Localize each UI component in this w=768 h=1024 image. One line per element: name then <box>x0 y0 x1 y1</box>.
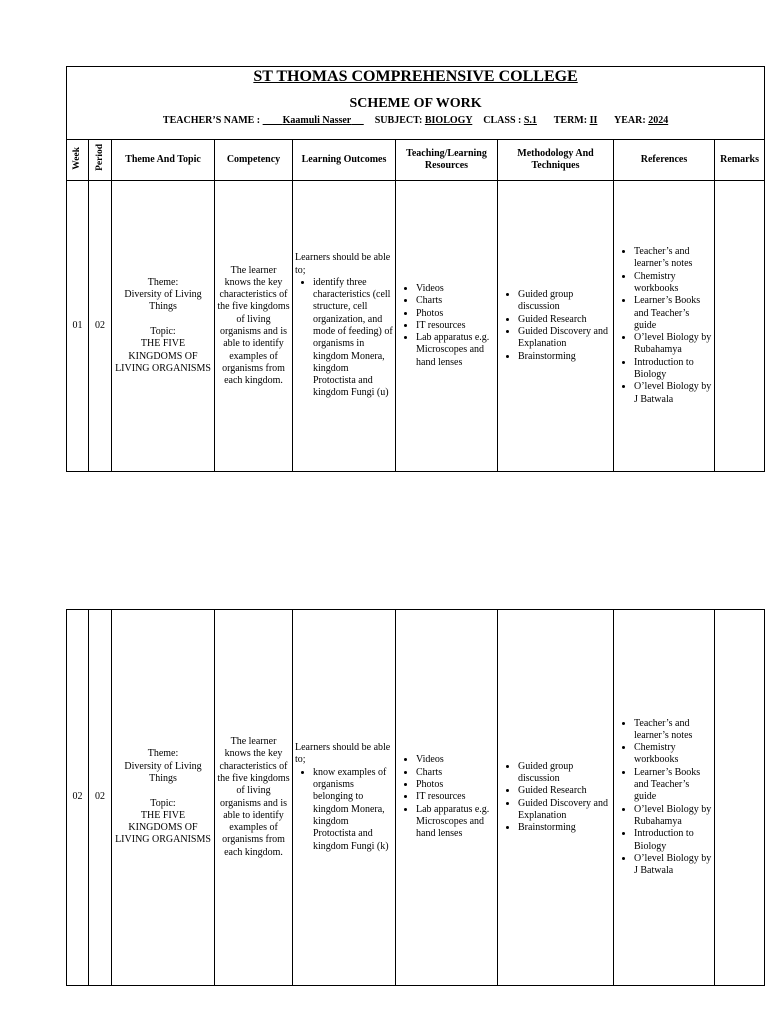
topic-label: Topic: <box>150 326 176 337</box>
resources-cell <box>396 610 498 986</box>
year-label: YEAR: <box>614 115 646 126</box>
list-item: • Photos <box>416 308 495 320</box>
outcomes-intro: Learners should be able to; <box>295 742 391 766</box>
teacher-label: TEACHER’S NAME : <box>162 115 261 126</box>
column-header-methodology: Methodology And Techniques <box>498 140 614 181</box>
week-cell: 02 <box>67 610 89 986</box>
subject-value: BIOLOGY <box>424 115 473 126</box>
list-item: • Teacher’s and learner’s notes <box>634 718 712 743</box>
methodology-list <box>500 289 611 363</box>
year-value: 2024 <box>648 115 669 126</box>
list-item: • IT resources <box>416 320 495 332</box>
competency-cell: The learner knows the key characteristics of the five kingdoms of living organisms and is able to identify examples of organisms from each kingdom. <box>215 181 293 472</box>
meta-line <box>69 115 762 127</box>
list-item: • Videos <box>416 283 495 295</box>
document-header <box>67 67 765 140</box>
methodology-cell <box>498 610 614 986</box>
table-row <box>67 610 765 986</box>
list-item: • Learner’s Books and Teacher’s guide <box>634 767 712 804</box>
list-item: • Teacher’s and learner’s notes <box>634 246 712 271</box>
period-cell: 02 <box>89 610 112 986</box>
class-value: S.1 <box>523 115 537 126</box>
list-item: • Guided Discovery and Explanation <box>518 798 611 823</box>
outcomes-intro: Learners should be able to; <box>295 252 391 276</box>
methodology-cell <box>498 181 614 472</box>
list-item: • know examples of organisms belonging to kingdom Monera, kingdom Protoctista and kingdom Fungi (k) <box>313 767 393 853</box>
list-item: • Videos <box>416 754 495 766</box>
column-header-outcomes: Learning Outcomes <box>293 140 396 181</box>
theme-topic-cell <box>112 181 215 472</box>
list-item: • Learner’s Books and Teacher’s guide <box>634 295 712 332</box>
list-item: • Guided Research <box>518 785 611 797</box>
remarks-cell <box>715 610 765 986</box>
scheme-of-work-table-continued <box>66 609 765 986</box>
column-header-competency: Competency <box>215 140 293 181</box>
list-item: • Photos <box>416 779 495 791</box>
column-header-week: Week <box>67 140 89 181</box>
outcomes-list <box>295 277 393 400</box>
methodology-list <box>500 761 611 835</box>
references-list <box>616 718 712 878</box>
resources-cell <box>396 181 498 472</box>
remarks-cell <box>715 181 765 472</box>
theme-label: Theme: <box>147 748 179 760</box>
term-value: II <box>589 115 598 126</box>
resources-list <box>398 754 495 840</box>
list-item: • O’level Biology by Rubahamya <box>634 332 712 357</box>
topic-label: Topic: <box>150 797 176 809</box>
list-item: • Charts <box>416 767 495 779</box>
term-label: TERM: <box>553 115 588 126</box>
list-item: • O’level Biology by Rubahamya <box>634 804 712 829</box>
references-cell <box>614 610 715 986</box>
outcomes-list <box>295 767 393 853</box>
list-item: • Introduction to Biology <box>634 828 712 853</box>
topic-value: THE FIVE KINGDOMS OF LIVING ORGANISMS <box>115 338 211 374</box>
list-item: • Chemistry workbooks <box>634 742 712 767</box>
references-list <box>616 246 712 406</box>
list-item: • Brainstorming <box>518 822 611 834</box>
class-label: CLASS : <box>483 115 522 126</box>
theme-value: Diversity of Living Things <box>124 289 202 313</box>
list-item: • Guided Discovery and Explanation <box>518 326 611 351</box>
list-item: • Introduction to Biology <box>634 357 712 382</box>
outcomes-cell <box>293 181 396 472</box>
list-item: • Guided group discussion <box>518 761 611 786</box>
week-cell: 01 <box>67 181 89 472</box>
list-item: • identify three characteristics (cell structure, cell organization, and mode of feeding) of organisms in kingdom Monera, kingdom Protoctista and kingdom Fungi (u) <box>313 277 393 400</box>
list-item: • Guided Research <box>518 314 611 326</box>
list-item: • Charts <box>416 295 495 307</box>
college-name: ST THOMAS COMPREHENSIVE COLLEGE <box>253 68 578 85</box>
column-header-references: References <box>614 140 715 181</box>
theme-topic-cell <box>112 610 215 986</box>
column-header-row <box>67 140 765 181</box>
list-item: • Guided group discussion <box>518 289 611 314</box>
topic-value: THE FIVE KINGDOMS OF LIVING ORGANISMS <box>115 809 211 846</box>
table-row <box>67 181 765 472</box>
list-item: • Lab apparatus e.g. Microscopes and hand lenses <box>416 804 495 841</box>
competency-cell: The learner knows the key characteristics of the five kingdoms of living organisms and is able to identify examples of organisms from each kingdom. <box>215 610 293 986</box>
column-header-theme: Theme And Topic <box>112 140 215 181</box>
outcomes-cell <box>293 610 396 986</box>
list-item: • Chemistry workbooks <box>634 271 712 296</box>
column-header-resources: Teaching/Learning Resources <box>396 140 498 181</box>
theme-label: Theme: <box>147 276 179 288</box>
references-cell <box>614 181 715 472</box>
document-title: SCHEME OF WORK <box>349 96 482 111</box>
column-header-remarks: Remarks <box>715 140 765 181</box>
column-header-period: Period <box>89 140 112 181</box>
scheme-of-work-table <box>66 66 765 472</box>
list-item: • IT resources <box>416 791 495 803</box>
list-item: • O’level Biology by J Batwala <box>634 853 712 878</box>
list-item: • Lab apparatus e.g. Microscopes and hand lenses <box>416 332 495 369</box>
subject-label: SUBJECT: <box>374 115 423 126</box>
teacher-name: Kaamuli Nasser <box>282 115 352 126</box>
period-cell: 02 <box>89 181 112 472</box>
list-item: • O’level Biology by J Batwala <box>634 381 712 406</box>
resources-list <box>398 283 495 369</box>
theme-value: Diversity of Living Things <box>124 760 202 784</box>
list-item: • Brainstorming <box>518 351 611 363</box>
